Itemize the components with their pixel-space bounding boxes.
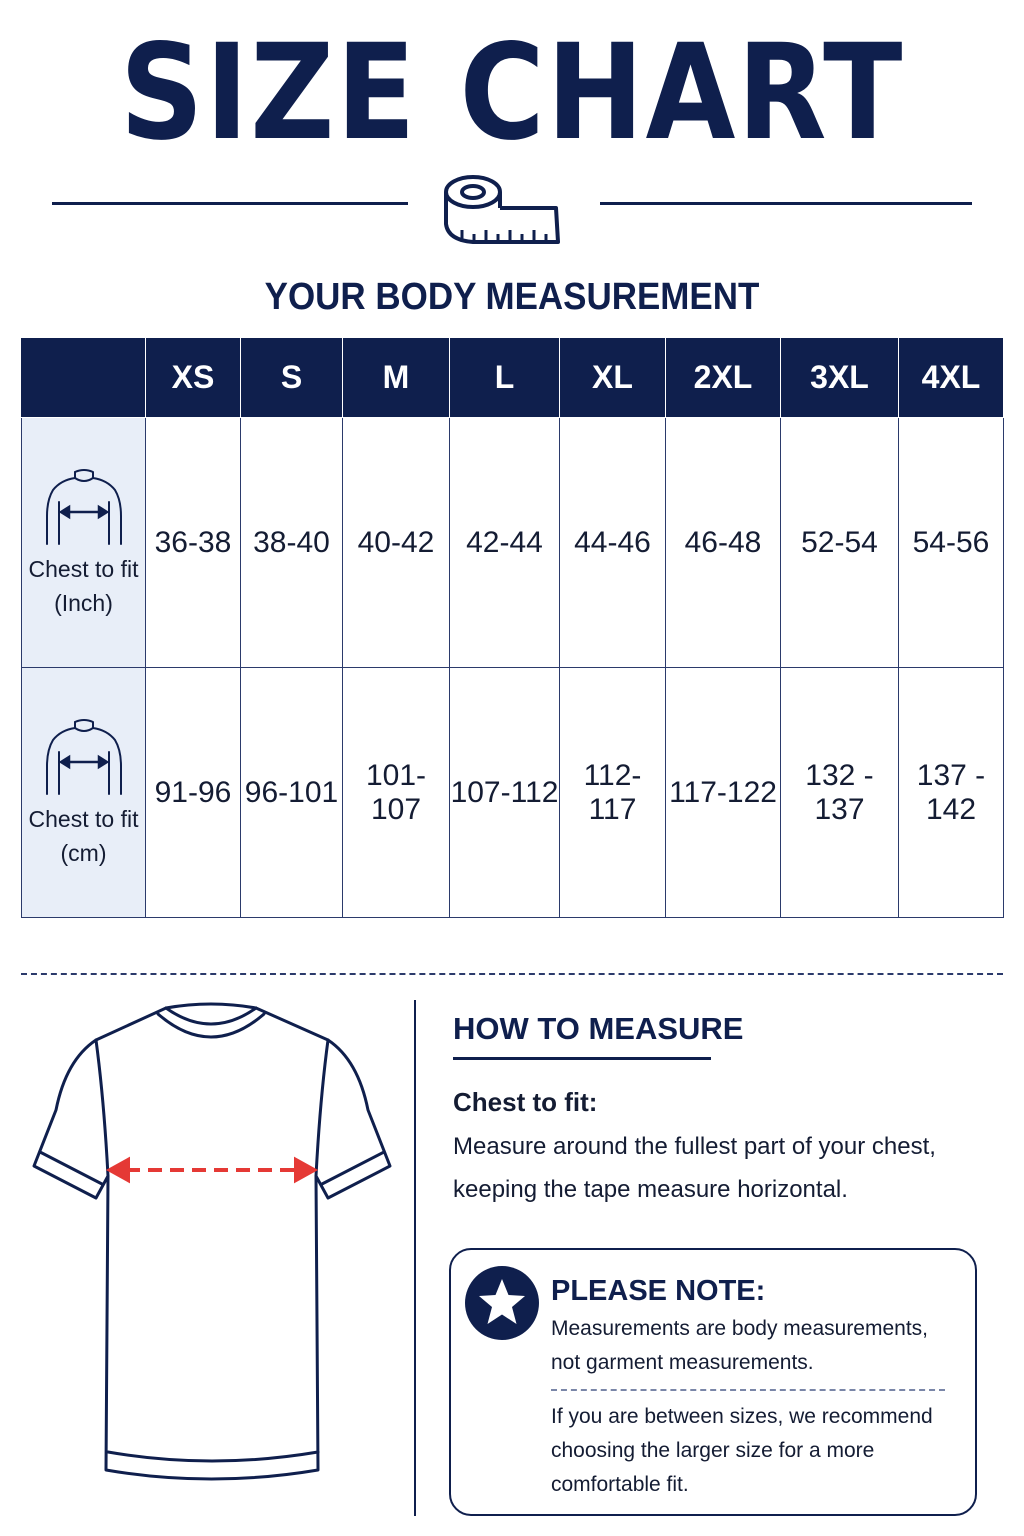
tshirt-chest-measure-icon xyxy=(28,1000,398,1486)
page-title: SIZE CHART xyxy=(119,16,905,170)
note-line: If you are between sizes, we recommend xyxy=(551,1405,933,1428)
size-header-2xl: 2XL xyxy=(666,338,781,418)
title-rule-right xyxy=(600,202,972,205)
chest-to-fit-description xyxy=(453,1125,993,1211)
row-label-line2: (cm) xyxy=(60,839,107,866)
table-cell: 112-117 xyxy=(560,668,666,918)
table-cell: 117-122 xyxy=(666,668,781,918)
table-cell: 107-112 xyxy=(450,668,560,918)
table-row xyxy=(22,418,1004,668)
note-line: not garment measurements. xyxy=(551,1351,814,1374)
size-header-l: L xyxy=(450,338,560,418)
chest-to-fit-label: Chest to fit: xyxy=(453,1087,598,1117)
note-text-1 xyxy=(551,1312,971,1380)
note-divider xyxy=(551,1389,945,1391)
measuring-tape-icon xyxy=(440,168,570,250)
table-cell: 54-56 xyxy=(899,418,1004,668)
title-rule-left xyxy=(52,202,408,205)
table-row xyxy=(22,668,1004,918)
row-label-line1: Chest to fit xyxy=(28,555,139,582)
row-header-inch xyxy=(22,418,146,668)
section-subtitle: YOUR BODY MEASUREMENT xyxy=(264,276,760,318)
how-to-measure-title: HOW TO MEASURE xyxy=(453,1011,744,1046)
please-note-title: PLEASE NOTE: xyxy=(551,1275,766,1307)
note-line: Measurements are body measurements, xyxy=(551,1317,929,1340)
table-cell: 137 - 142 xyxy=(899,668,1004,918)
section-divider xyxy=(21,973,1003,975)
note-line: choosing the larger size for a more xyxy=(551,1439,875,1462)
header-corner xyxy=(22,338,146,418)
size-chart-table xyxy=(21,337,1004,918)
table-cell: 46-48 xyxy=(666,418,781,668)
row-header-cm xyxy=(22,668,146,918)
table-cell: 91-96 xyxy=(146,668,241,918)
note-text-2 xyxy=(551,1400,971,1502)
table-cell: 132 - 137 xyxy=(781,668,899,918)
table-cell: 40-42 xyxy=(343,418,450,668)
note-line: comfortable fit. xyxy=(551,1473,689,1496)
size-header-3xl: 3XL xyxy=(781,338,899,418)
how-to-measure-underline xyxy=(453,1057,711,1060)
vertical-divider xyxy=(414,1000,416,1516)
size-header-m: M xyxy=(343,338,450,418)
torso-chest-icon xyxy=(39,716,129,798)
size-header-s: S xyxy=(241,338,343,418)
row-label-line1: Chest to fit xyxy=(28,805,139,832)
table-cell: 38-40 xyxy=(241,418,343,668)
row-label-line2: (Inch) xyxy=(54,589,113,616)
table-cell: 101-107 xyxy=(343,668,450,918)
size-header-row xyxy=(22,338,1004,418)
chest-desc-line1: Measure around the fullest part of your chest, xyxy=(453,1133,936,1160)
table-cell: 44-46 xyxy=(560,418,666,668)
table-cell: 42-44 xyxy=(450,418,560,668)
star-icon xyxy=(464,1265,540,1341)
size-header-4xl: 4XL xyxy=(899,338,1004,418)
table-cell: 52-54 xyxy=(781,418,899,668)
table-cell: 36-38 xyxy=(146,418,241,668)
torso-chest-icon xyxy=(39,466,129,548)
chest-desc-line2: keeping the tape measure horizontal. xyxy=(453,1176,848,1203)
table-cell: 96-101 xyxy=(241,668,343,918)
size-header-xl: XL xyxy=(560,338,666,418)
size-header-xs: XS xyxy=(146,338,241,418)
